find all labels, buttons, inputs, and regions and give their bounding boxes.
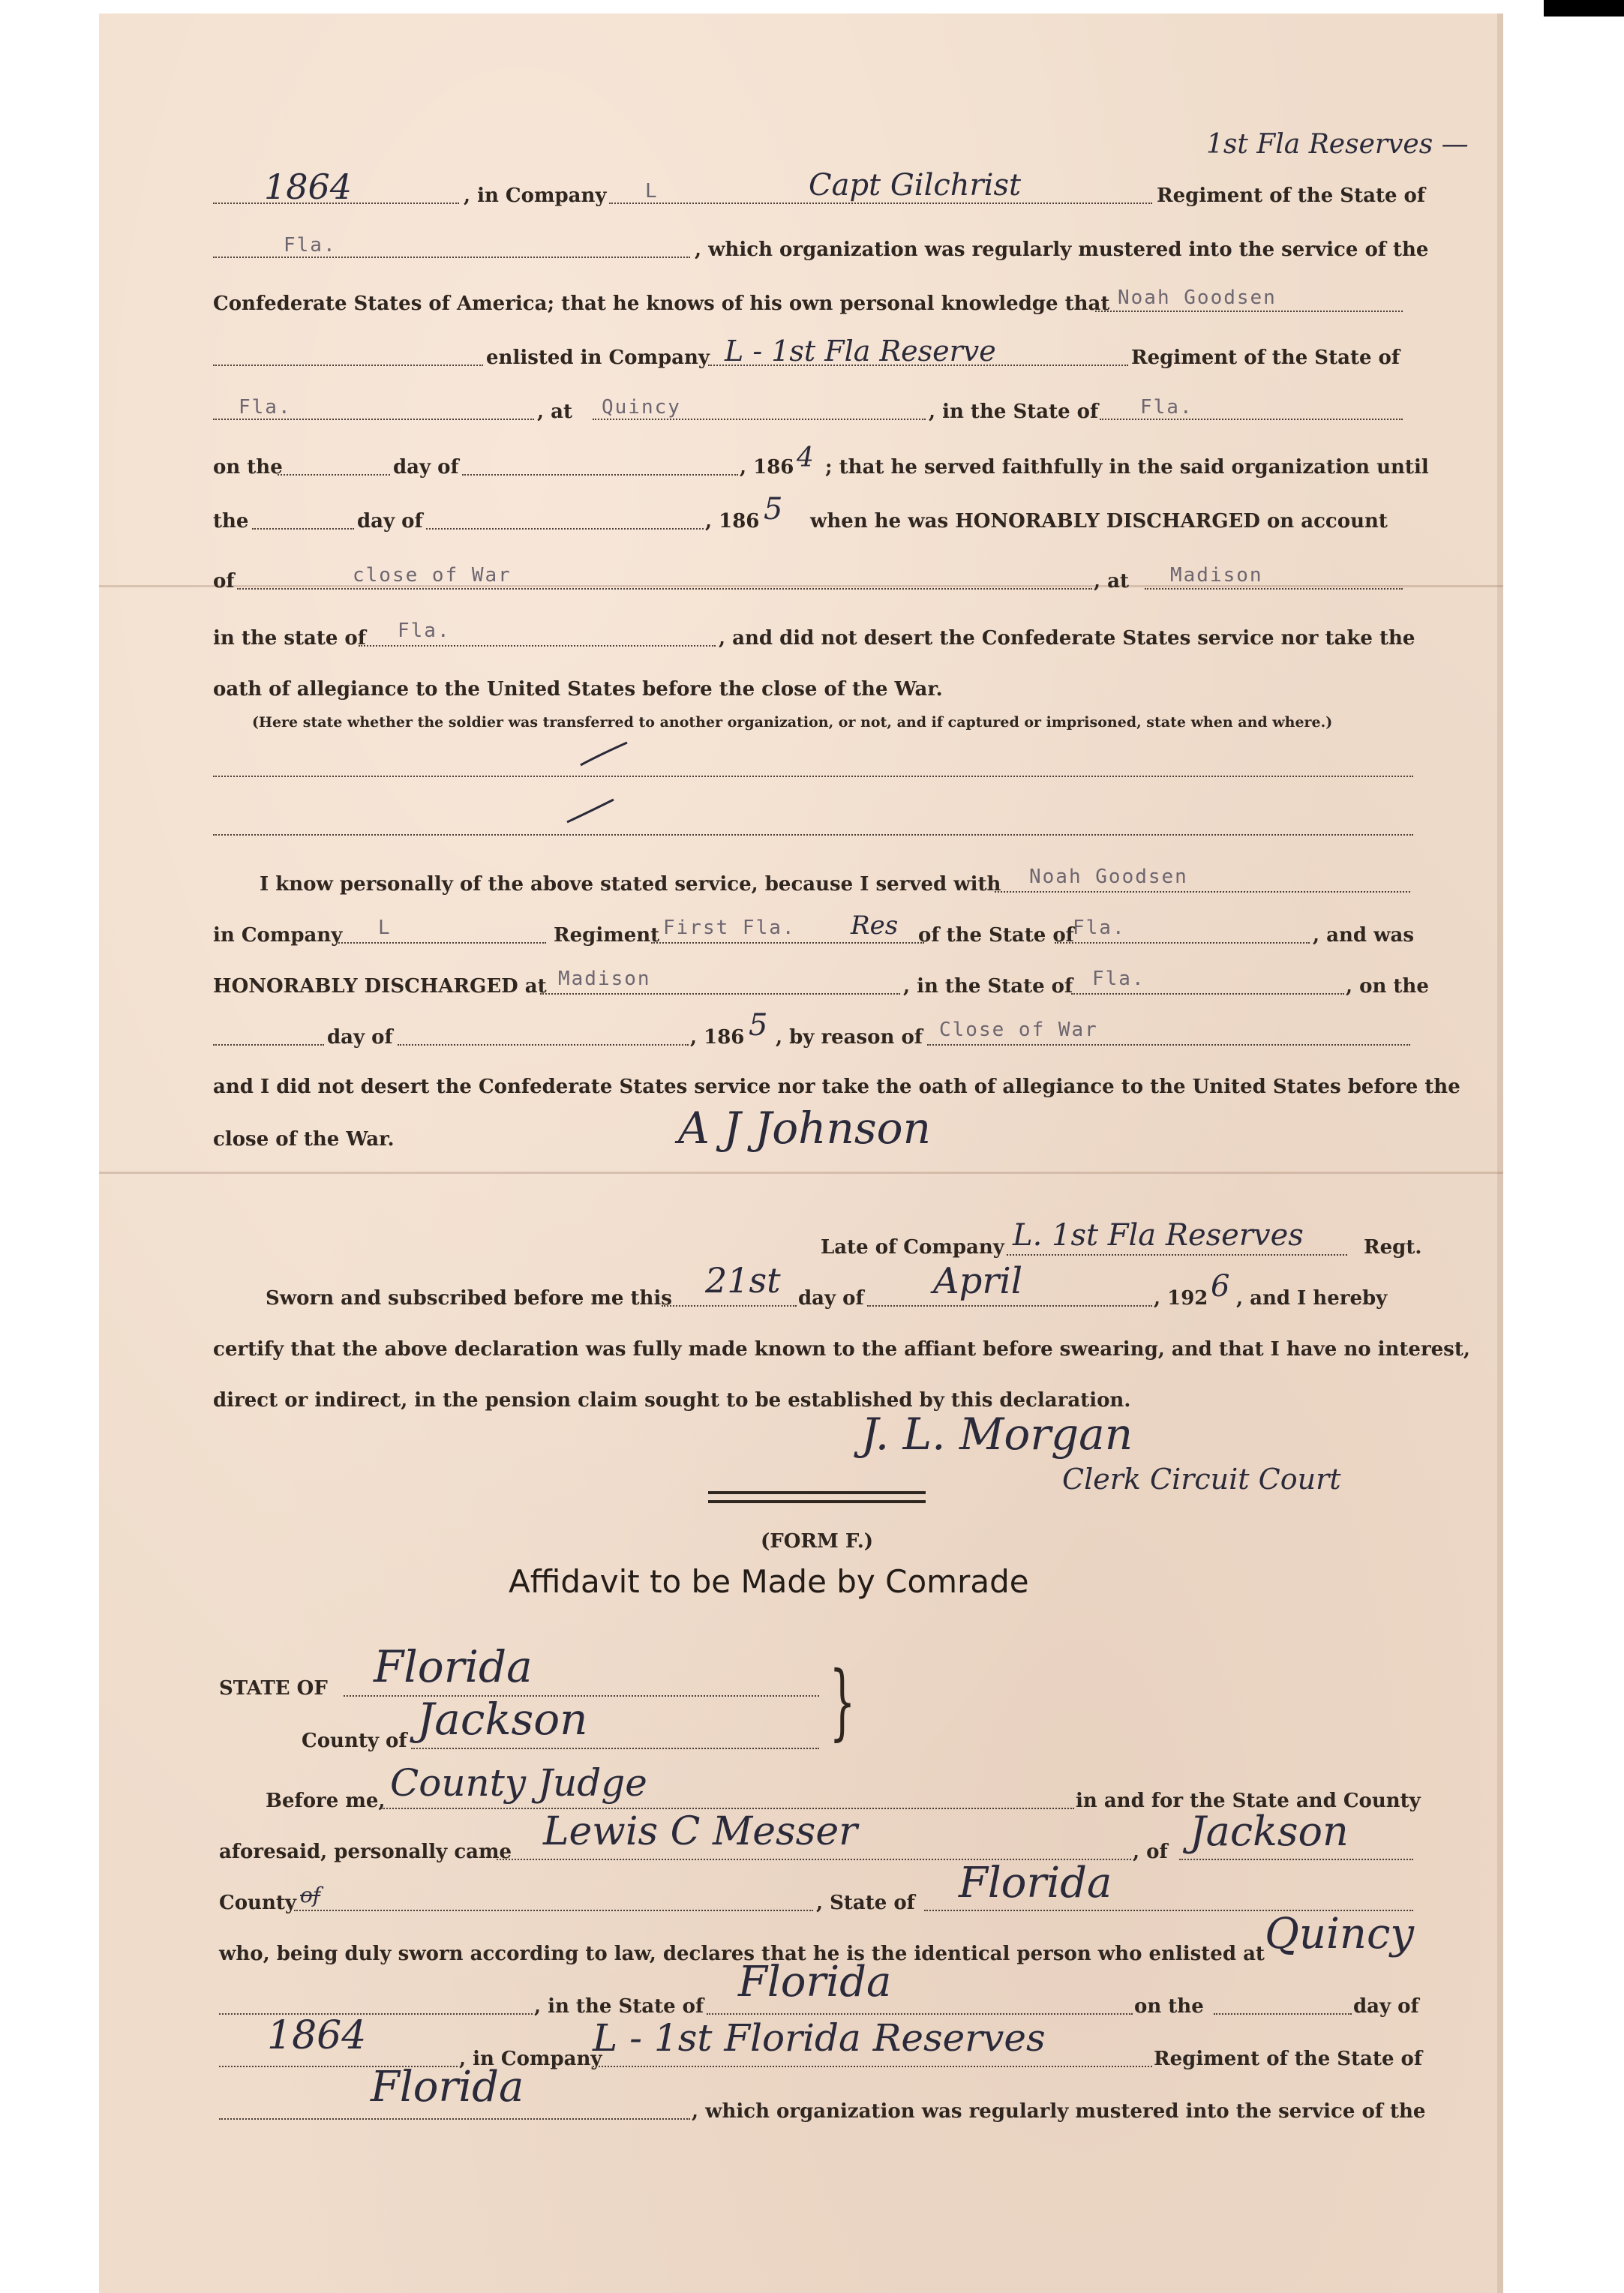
text-personally-came: aforesaid, personally came <box>219 1841 512 1863</box>
label-in-the-state-of-2: , in the State of <box>534 1995 704 2018</box>
comrade-signature: A J Johnson <box>678 1103 931 1154</box>
label-regiment-of-state-3: Regiment of the State of <box>1154 2048 1423 2070</box>
typed-state-5: Fla. <box>1073 917 1126 939</box>
double-rule-bottom <box>708 1500 926 1503</box>
handwritten-regiment-note: 1st Fla Reserves — <box>1206 129 1469 160</box>
label-late-of-company: Late of Company <box>821 1236 1004 1259</box>
text-confederate-states: Confederate States of America; that he knows of his own personal knowledge that <box>213 293 1110 315</box>
text-and-i-hereby: , and I hereby <box>1236 1287 1388 1310</box>
label-of-2: , of <box>1133 1841 1168 1863</box>
typed-state-2: Fla. <box>239 396 292 419</box>
handwritten-enlist-year-digit: 4 <box>797 443 814 473</box>
handwritten-discharge-year-digit: 5 <box>764 492 783 527</box>
label-regiment-of-state: Regiment of the State of <box>1157 185 1426 207</box>
text-close-of-war: close of the War. <box>213 1128 395 1151</box>
typed-regiment: First Fla. <box>663 917 796 939</box>
label-day-of-3: day of <box>327 1026 393 1049</box>
handwritten-res: Res <box>851 911 899 941</box>
text-mustered-2: , which organization was regularly mustered into the service of the <box>692 2100 1426 2123</box>
text-certify: certify that the above declaration was fully made known to the affiant before swearing, and that I have no interest, <box>213 1338 1470 1361</box>
handwritten-enlist-year: 1864 <box>267 2013 367 2058</box>
fold-line-upper <box>99 585 1503 587</box>
label-state-of-2: , State of <box>816 1892 915 1914</box>
form-label: (FORM F.) <box>761 1530 874 1553</box>
handwritten-month: April <box>933 1260 1023 1302</box>
typed-discharge-reason: close of War <box>353 564 512 587</box>
text-did-not-desert: , and did not desert the Confederate States service nor take the <box>719 627 1415 650</box>
handwritten-year-digit-3: 5 <box>749 1008 768 1043</box>
handwritten-company-regiment-2: L - 1st Florida Reserves <box>593 2016 1046 2060</box>
handwritten-captain: Capt Gilchrist <box>809 168 1022 203</box>
handwritten-affiant-county: Jackson <box>1190 1808 1349 1855</box>
fold-line-middle <box>99 1172 1503 1174</box>
blank-line-1 <box>213 776 1413 777</box>
label-at: , at <box>537 401 572 423</box>
typed-soldier-name: Noah Goodsen <box>1118 287 1277 309</box>
label-of-the-state-of: of the State of <box>918 924 1074 947</box>
handwritten-official: County Judge <box>390 1761 647 1805</box>
label-in-state-of-2: , in the State of <box>903 975 1073 998</box>
handwritten-affiant-state: Florida <box>959 1859 1112 1907</box>
label-regiment-of-state-2: Regiment of the State of <box>1131 347 1400 369</box>
typed-discharge-place: Madison <box>1170 564 1263 587</box>
handwritten-affiant-name: Lewis C Messer <box>543 1809 857 1854</box>
typed-company-2: L <box>378 917 392 939</box>
label-day-of-4: day of <box>798 1287 864 1310</box>
label-day-of-2: day of <box>357 510 423 533</box>
label-in-the-state-of: in the state of <box>213 627 366 650</box>
page-edge-shadow <box>1497 14 1503 2293</box>
label-before-me: Before me, <box>266 1790 386 1812</box>
label-by-reason-of: , by reason of <box>776 1026 923 1049</box>
label-enlisted-in-company: enlisted in Company <box>486 347 710 369</box>
typed-soldier-name-2: Noah Goodsen <box>1029 866 1188 888</box>
text-honorably-discharged-at: HONORABLY DISCHARGED at <box>213 975 547 998</box>
typed-enlist-place: Quincy <box>602 396 681 419</box>
text-served-faithfully: ; that he served faithfully in the said organization until <box>825 456 1429 479</box>
check-mark-1 <box>578 740 630 770</box>
typed-discharge-place-2: Madison <box>558 968 651 990</box>
typed-state-6: Fla. <box>1092 968 1145 990</box>
handwritten-county: Jackson <box>417 1694 588 1745</box>
scan-edge-bar <box>1544 0 1624 17</box>
text-know-personally: I know personally of the above stated service, because I served with <box>260 873 1001 896</box>
form-title: Affidavit to be Made by Comrade <box>509 1563 1029 1600</box>
clerk-signature: J. L. Morgan <box>861 1409 1133 1460</box>
label-regt: Regt. <box>1364 1236 1422 1259</box>
typed-state: Fla. <box>284 234 337 257</box>
handwritten-year: 1864 <box>264 167 353 207</box>
label-in-company-2: in Company <box>213 924 343 947</box>
label-in-company-3: , in Company <box>459 2048 602 2070</box>
text-did-not-desert-2: and I did not desert the Confederate States service nor take the oath of allegiance to the United States before the <box>213 1076 1460 1098</box>
label-county: County <box>219 1892 296 1914</box>
label-the: the <box>213 510 249 533</box>
handwritten-late-company: L. 1st Fla Reserves <box>1013 1218 1304 1253</box>
text-sworn-subscribed: Sworn and subscribed before me this <box>266 1287 672 1310</box>
text-honorably-discharged: when he was HONORABLY DISCHARGED on account <box>810 510 1388 533</box>
brace: } <box>829 1653 856 1749</box>
label-and-was: , and was <box>1313 924 1414 947</box>
label-state-of: STATE OF <box>219 1677 328 1700</box>
label-at-2: , at <box>1094 570 1129 593</box>
clerk-title: Clerk Circuit Court <box>1062 1463 1341 1496</box>
handwritten-company-regiment: L - 1st Fla Reserve <box>725 335 996 368</box>
check-mark-2 <box>564 797 617 827</box>
label-regiment: Regiment <box>554 924 660 947</box>
label-in-state-of: , in the State of <box>929 401 1099 423</box>
text-oath-allegiance: oath of allegiance to the United States before the close of the War. <box>213 678 943 701</box>
struck-of: of <box>300 1883 321 1907</box>
typed-state-4: Fla. <box>398 620 451 642</box>
handwritten-enlist-state: Florida <box>738 1958 892 2006</box>
text-mustered: , which organization was regularly mustered into the service of the <box>695 239 1429 261</box>
typed-reason-2: Close of War <box>939 1019 1098 1041</box>
label-day-of-5: day of <box>1353 1995 1419 2018</box>
text-in-and-for: in and for the State and County <box>1076 1790 1421 1812</box>
text-direct-or-indirect: direct or indirect, in the pension claim sought to be established by this declaration. <box>213 1389 1131 1412</box>
label-192: , 192 <box>1154 1287 1208 1310</box>
handwritten-regiment-state: Florida <box>371 2063 524 2111</box>
label-in-company: , in Company <box>464 185 607 207</box>
label-of: of <box>213 570 235 593</box>
handwritten-day: 21st <box>705 1260 781 1301</box>
double-rule-top <box>708 1491 926 1494</box>
label-186-3: , 186 <box>690 1026 745 1049</box>
label-on-the: on the <box>213 456 283 479</box>
label-on-the-3: on the <box>1134 1995 1204 2018</box>
typed-state-3: Fla. <box>1140 396 1193 419</box>
handwritten-state: Florida <box>374 1641 533 1692</box>
label-186-2: , 186 <box>705 510 760 533</box>
label-186: , 186 <box>740 456 794 479</box>
label-on-the-2: , on the <box>1346 975 1429 998</box>
typed-company: L <box>645 180 659 203</box>
label-day-of: day of <box>393 456 459 479</box>
handwritten-year-digit-4: 6 <box>1211 1269 1230 1304</box>
instruction-note: (Here state whether the soldier was transferred to another organization, or not, and if captured or imprisoned, state when and where.) <box>252 714 1333 731</box>
handwritten-enlist-place: Quincy <box>1265 1910 1414 1958</box>
label-county-of: County of <box>302 1730 407 1752</box>
text-duly-sworn: who, being duly sworn according to law, declares that he is the identical person who enlisted at <box>219 1943 1265 1965</box>
blank-line-2 <box>213 834 1413 836</box>
